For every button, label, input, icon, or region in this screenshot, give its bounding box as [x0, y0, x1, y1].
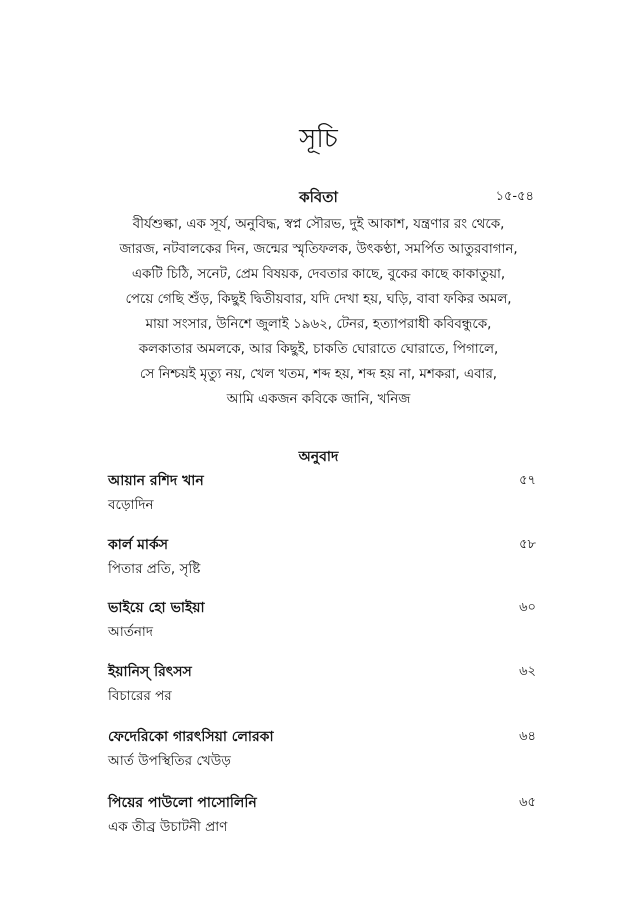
poems-section-title: কবিতা [299, 188, 338, 206]
entry-author: ইয়ানিস্ রিৎসস [108, 664, 192, 680]
entry-author: ভাইয়ে হো ভাইয়া [108, 600, 205, 616]
entry-work-titles: আর্তনাদ [108, 624, 153, 640]
poem-list-line: কলকাতার অমলকে, আর কিছুই, চাকতি ঘোরাতে ঘোরাতে, পিগালে, [138, 342, 499, 357]
page-title: সূচি [299, 124, 338, 154]
poem-list-line: বীর্যশুল্কা, এক সূর্য, অনুবিদ্ধ, স্বপ্ন সৌরভ, দুই আকাশ, যন্ত্রণার রং থেকে, [132, 217, 505, 232]
entry-author: ফেদেরিকো গারৎসিয়া লোরকা [108, 729, 274, 745]
poem-list-line: পেয়ে গেছি শুঁড়, কিছুই দ্বিতীয়বার, যদি দেখা হয়, ঘড়ি, বাবা ফকির অমল, [125, 292, 512, 307]
translation-entry [108, 725, 536, 777]
poem-list [90, 212, 547, 412]
entry-page-number: ৬২ [519, 664, 536, 679]
entry-page-number: ৬০ [519, 600, 536, 615]
translation-entry [108, 596, 536, 648]
poem-list-line: জারজ, নটবালকের দিন, জন্মের স্মৃতিফলক, উৎকণ্ঠা, সমর্পিত আতুরবাগান, [119, 242, 518, 257]
entry-page-number: ৫৮ [519, 537, 536, 552]
poem-list-line: আমি একজন কবিকে জানি, খনিজ [226, 392, 411, 407]
poems-section-page-range: ১৫-৫৪ [495, 189, 534, 204]
entry-page-number: ৬৪ [519, 729, 536, 744]
poem-list-line: একটি চিঠি, সনেট, প্রেম বিষয়ক, দেবতার কাছে, বুকের কাছে কাকাতুয়া, [131, 267, 506, 282]
poem-list-line: মায়া সংসার, উনিশে জুলাই ১৯৬২, টেনর, হত্যাপরাধী কবিবন্ধুকে, [145, 317, 492, 332]
entry-work-titles: বড়োদিন [108, 497, 154, 513]
translations-section-title: অনুবাদ [298, 449, 339, 465]
entry-work-titles: এক তীব্র উচাটনী প্রাণ [108, 819, 228, 835]
entry-author: আয়ান রশিদ খান [108, 473, 204, 489]
translation-entry [108, 469, 536, 521]
entry-work-titles: পিতার প্রতি, সৃষ্টি [108, 561, 201, 577]
poem-list-line: সে নিশ্চয়ই মৃত্যু নয়, খেল খতম, শব্দ হয়, শব্দ হয় না, মশকরা, এবার, [139, 367, 498, 382]
entry-author: পিয়ের পাউলো পাসোলিনি [108, 795, 257, 811]
translation-entry [108, 660, 536, 712]
entry-work-titles: আর্ত উপস্থিতির খেউড় [108, 753, 231, 769]
poems-section-header [0, 186, 637, 212]
entry-work-titles: বিচারের পর [108, 688, 172, 704]
entry-page-number: ৬৫ [519, 795, 536, 810]
translation-entry [108, 533, 536, 585]
translation-entry [108, 791, 536, 843]
entry-author: কার্ল মার্কস [108, 537, 169, 553]
entry-page-number: ৫৭ [519, 473, 536, 488]
